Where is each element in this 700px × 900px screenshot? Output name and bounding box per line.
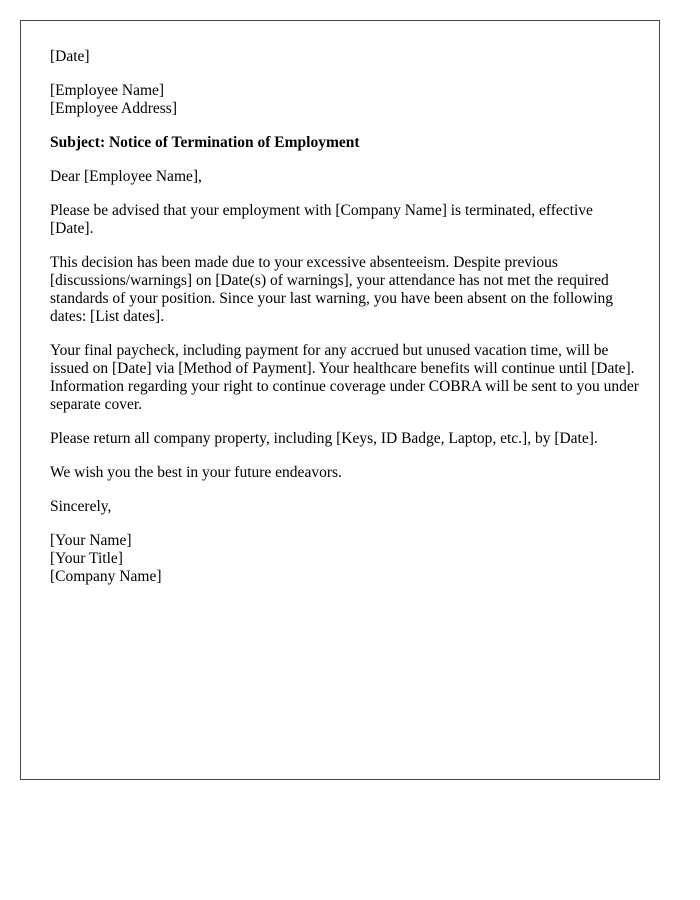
recipient-block (50, 82, 640, 118)
signature-title: [Your Title] (50, 550, 123, 567)
letter-body (50, 48, 640, 586)
paragraph-reason: This decision has been made due to your excessive absenteeism. Despite previous [discussions/warnings] on [Date(s) of warnings], your attendance has not met the required standards of your position. Since your last warning, you have been absent on the following dates: [List dates]. (50, 254, 614, 325)
signature-company: [Company Name] (50, 568, 162, 585)
paragraph-final-pay: Your final paycheck, including payment for any accrued but unused vacation time, will be issued on [Date] via [Method of Payment]. Your healthcare benefits will continue until [Date]. Information regarding your right to continue coverage under COBRA will be sent to you under separate cover. (50, 342, 639, 413)
paragraph-company-property: Please return all company property, including [Keys, ID Badge, Laptop, etc.], by [Date]. (50, 430, 598, 447)
signature-name: [Your Name] (50, 532, 132, 549)
recipient-name: [Employee Name] (50, 82, 165, 99)
signature-block (50, 532, 640, 586)
paragraph-well-wishes: We wish you the best in your future endeavors. (50, 464, 342, 481)
salutation: Dear [Employee Name], (50, 168, 202, 185)
recipient-address: [Employee Address] (50, 100, 177, 117)
paragraph-effective-date: Please be advised that your employment with [Company Name] is terminated, effective [Date]. (50, 202, 593, 237)
letter-page (20, 20, 660, 780)
closing: Sincerely, (50, 498, 112, 515)
letter-subject: Subject: Notice of Termination of Employment (50, 134, 360, 151)
letter-date: [Date] (50, 48, 90, 65)
